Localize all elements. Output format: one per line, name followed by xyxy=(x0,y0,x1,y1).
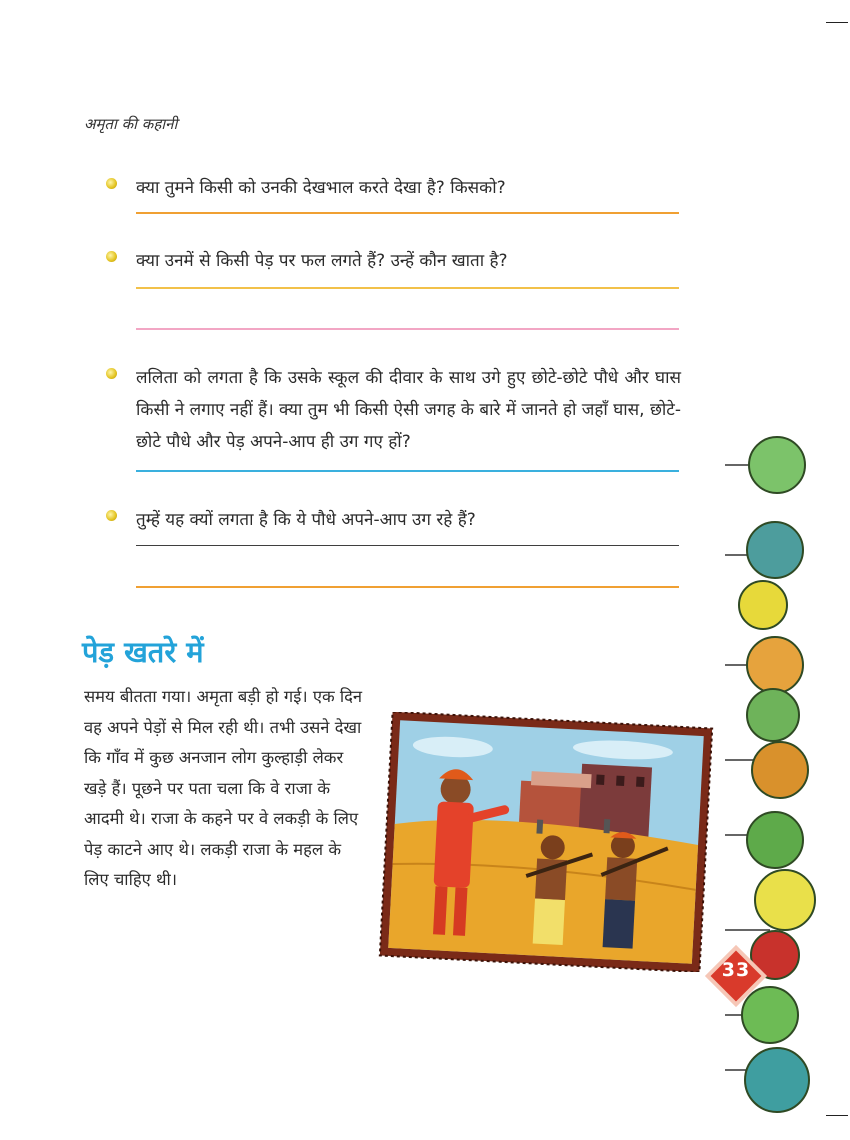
question-text: क्या तुमने किसी को उनकी देखभाल करते देखा है? किसको? xyxy=(136,178,506,198)
crop-mark-top xyxy=(826,22,848,23)
bullet-icon xyxy=(106,178,117,189)
bullet-icon xyxy=(106,368,117,379)
answer-line[interactable] xyxy=(136,287,679,289)
page-number: 33 xyxy=(721,959,751,981)
answer-line[interactable] xyxy=(136,212,679,214)
bullet-icon xyxy=(106,251,117,262)
question-1 xyxy=(106,172,681,204)
section-title: पेड़ खतरे में xyxy=(82,635,204,669)
answer-line[interactable] xyxy=(136,328,679,330)
answer-line[interactable] xyxy=(136,586,679,588)
illustration-king-and-woodcutters xyxy=(378,712,714,972)
question-3 xyxy=(106,362,681,458)
bullet-icon xyxy=(106,510,117,521)
margin-leaf-decoration xyxy=(715,430,825,1120)
answer-line[interactable] xyxy=(136,545,679,546)
question-text: ललिता को लगता है कि उसके स्कूल की दीवार के साथ उगे हुए छोटे-छोटे पौधे और घास किसी ने लगाए नहीं हैं। क्या तुम भी किसी ऐसी जगह के बारे में जानते हो जहाँ घास, छोटे-छोटे पौधे और पेड़ अपने-आप ही उग गए हों? xyxy=(136,368,681,452)
question-2 xyxy=(106,245,681,277)
answer-line[interactable] xyxy=(136,470,679,472)
running-head: अमृता की कहानी xyxy=(84,115,178,133)
crop-mark-bottom xyxy=(826,1115,848,1116)
question-text: तुम्हें यह क्यों लगता है कि ये पौधे अपने-आप उग रहे हैं? xyxy=(136,510,476,530)
question-4 xyxy=(106,504,681,536)
question-text: क्या उनमें से किसी पेड़ पर फल लगते हैं? उन्हें कौन खाता है? xyxy=(136,251,508,271)
story-paragraph: समय बीतता गया। अमृता बड़ी हो गई। एक दिन वह अपने पेड़ों से मिल रही थी। तभी उसने देखा कि गाँव में कुछ अनजान लोग कुल्हाड़ी लेकर खड़े हैं। पूछने पर पता चला कि वे राजा के आदमी थे। राजा के कहने पर वे लकड़ी के लिए पेड़ काटने आए थे। लकड़ी राजा के महल के लिए चाहिए थी। xyxy=(84,687,363,889)
